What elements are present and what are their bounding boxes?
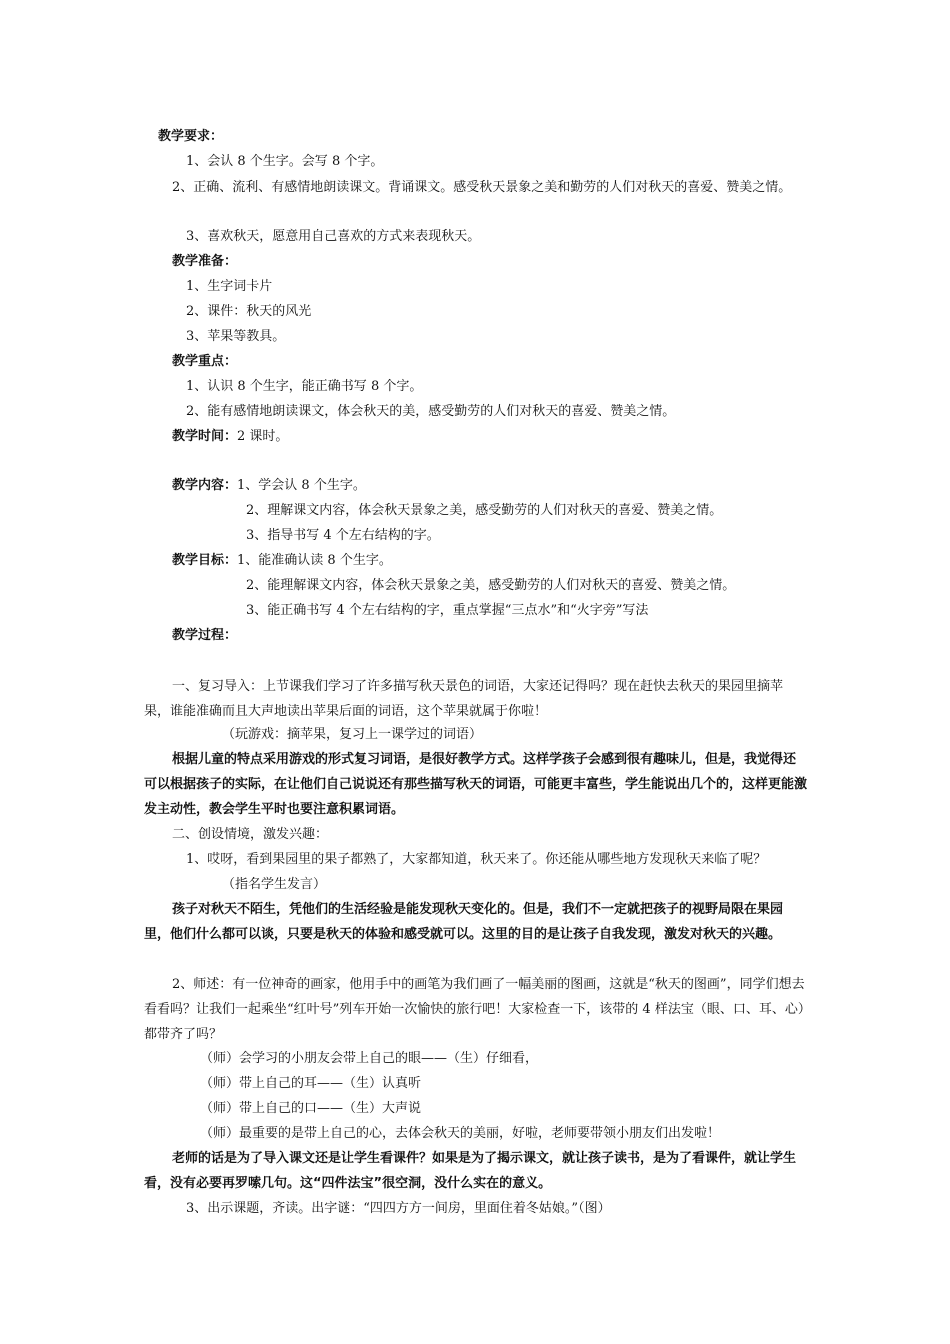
goal-item-3: 3、能正确书写 4 个左右结构的字，重点掌握“三点水”和“火字旁”写法 (246, 603, 649, 618)
process-p1: 一、复习导入：上节课我们学习了许多描写秋天景色的词语，大家还记得吗？现在赶快去秋天的果园里摘苹果，谁能准确而且大声地读出苹果后面的词语，这个苹果就属于你啦！ (144, 679, 784, 719)
prep-heading: 教学准备： (172, 254, 238, 269)
prep-item-2: 2、课件：秋天的风光 (186, 304, 312, 319)
dialog-line-1: （师）会学习的小朋友会带上自己的眼——（生）仔细看， (200, 1051, 539, 1066)
req-heading: 教学要求： (158, 129, 224, 144)
req-item-3: 3、喜欢秋天，愿意用自己喜欢的方式来表现秋天。 (186, 229, 481, 244)
section-2-item-2: 2、师述：有一位神奇的画家，他用手中的画笔为我们画了一幅美丽的图画，这就是“秋天的图画”，同学们想去看看吗？让我们一起乘坐“红叶号”列车开始一次愉快的旅行吧！大家检查一下，该带的 4 样法宝（眼、口、耳、心）都带齐了吗？ (144, 977, 805, 1042)
section-2-title: 二、创设情境，激发兴趣： (172, 827, 329, 842)
content-item-1: 1、学会认 8 个生字。 (237, 478, 366, 493)
comment-1: 根据儿童的特点采用游戏的形式复习词语，是很好教学方式。这样学孩子会感到很有趣味儿，但是，我觉得还可以根据孩子的实际，在让他们自己说说还有那些描写秋天的词语，可能更丰富些，学生能说出几个的，这样更能激发主动性，教会学生平时也要注意积累词语。 (144, 752, 808, 817)
goal-item-2: 2、能理解课文内容，体会秋天景象之美，感受勤劳的人们对秋天的喜爱、赞美之情。 (246, 578, 736, 593)
goal-item-1: 1、能准确认读 8 个生字。 (237, 553, 392, 568)
prep-item-1: 1、生字词卡片 (186, 279, 273, 294)
dialog-line-2: （师）带上自己的耳——（生）认真听 (200, 1076, 422, 1091)
req-item-1: 1、会认 8 个生字。会写 8 个字。 (186, 154, 384, 169)
process-heading: 教学过程： (172, 628, 238, 643)
comment-3: 老师的话是为了导入课文还是让学生看课件？如果是为了揭示课文，就让孩子读书，是为了看课件，就让学生看，没有必要再罗嗦几句。这“四件法宝”很空洞，没什么实在的意义。 (144, 1151, 797, 1191)
goal-line-1 (172, 552, 950, 570)
content-item-2: 2、理解课文内容，体会秋天景象之美，感受勤劳的人们对秋天的喜爱、赞美之情。 (246, 503, 723, 518)
focus-item-1: 1、认识 8 个生字，能正确书写 8 个字。 (186, 379, 423, 394)
dialog-line-4: （师）最重要的是带上自己的心，去体会秋天的美丽，好啦，老师要带领小朋友们出发啦！ (200, 1126, 721, 1141)
section-2-item-1-note: （指名学生发言） (222, 877, 327, 892)
goal-heading: 教学目标： (172, 553, 238, 568)
section-2-item-3: 3、出示课题，齐读。出字谜：“四四方方一间房，里面住着冬姑娘。”（图） (186, 1201, 611, 1216)
focus-item-2: 2、能有感情地朗读课文，体会秋天的美，感受勤劳的人们对秋天的喜爱、赞美之情。 (186, 404, 676, 419)
dialog-line-3: （师）带上自己的口——（生）大声说 (200, 1101, 422, 1116)
content-item-3: 3、指导书写 4 个左右结构的字。 (246, 528, 440, 543)
focus-heading: 教学重点： (172, 354, 238, 369)
content-heading: 教学内容： (172, 478, 238, 493)
content-line-1 (172, 477, 950, 495)
req-item-2: 2、正确、流利、有感情地朗读课文。背诵课文。感受秋天景象之美和勤劳的人们对秋天的喜爱、赞美之情。 (172, 180, 792, 195)
prep-item-3: 3、苹果等教具。 (186, 329, 286, 344)
time-line (172, 428, 950, 446)
process-p1-note: （玩游戏：摘苹果，复习上一课学过的词语） (222, 727, 483, 742)
section-2-item-1: 1、哎呀，看到果园里的果子都熟了，大家都知道，秋天来了。你还能从哪些地方发现秋天来临了呢？ (186, 852, 767, 867)
time-heading: 教学时间： (172, 429, 238, 444)
time-value: 2 课时。 (237, 429, 289, 444)
comment-2: 孩子对秋天不陌生，凭他们的生活经验是能发现秋天变化的。但是，我们不一定就把孩子的视野局限在果园里，他们什么都可以谈，只要是秋天的体验和感受就可以。这里的目的是让孩子自我发现，激发对秋天的兴趣。 (144, 902, 784, 942)
